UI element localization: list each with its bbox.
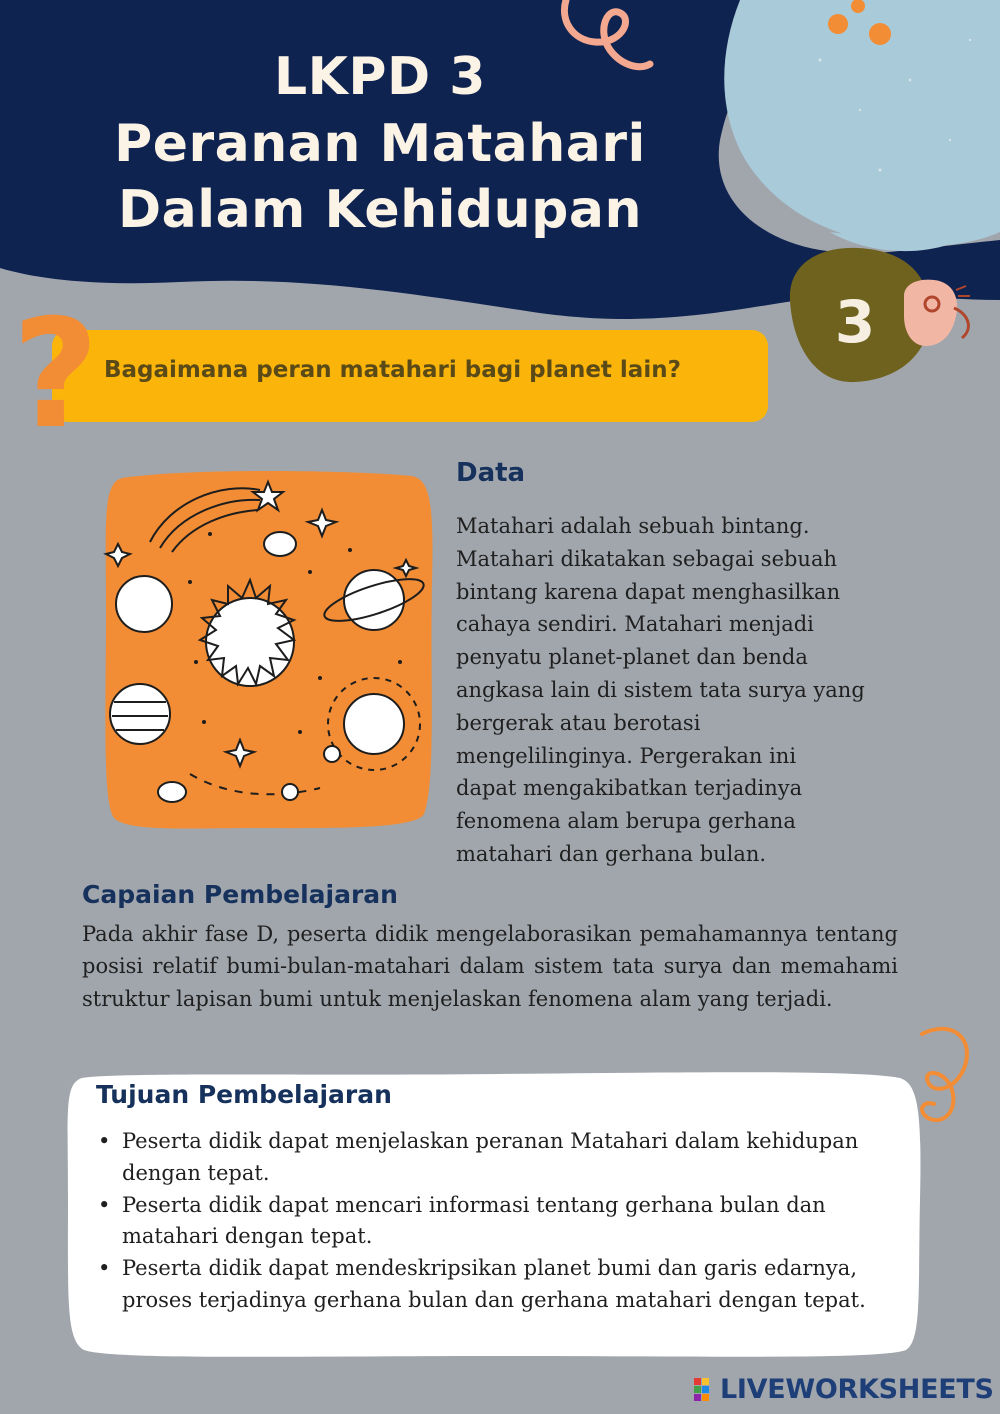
data-paragraph bbox=[456, 510, 926, 871]
page-title-line-2: Peranan Matahari bbox=[114, 114, 646, 174]
tujuan-heading: Tujuan Pembelajaran bbox=[96, 1080, 392, 1109]
list-item: • Peserta didik dapat menjelaskan peranan Matahari dalam kehidupan dengan tepat. bbox=[96, 1126, 916, 1190]
data-heading: Data bbox=[456, 458, 526, 488]
data-line: Matahari adalah sebuah bintang. bbox=[456, 514, 810, 538]
capaian-paragraph: Pada akhir fase D, peserta didik mengelaborasikan pemahamannya tentang posisi relatif bumi-bulan-matahari dalam sistem tata surya dan memahami struktur lapisan bumi untuk menjelaskan fenomena alam yang terjadi. bbox=[82, 922, 898, 1011]
liveworksheets-logo-icon bbox=[694, 1378, 716, 1402]
orange-dot bbox=[828, 14, 848, 34]
step-number-badge: 3 bbox=[834, 288, 876, 356]
capaian-heading: Capaian Pembelajaran bbox=[82, 880, 398, 909]
list-item: • Peserta didik dapat mencari informasi tentang gerhana bulan dan matahari dengan tepat. bbox=[96, 1190, 916, 1254]
data-line: dapat mengakibatkan terjadinya bbox=[456, 776, 803, 801]
data-line: mengelilinginya. Pergerakan ini bbox=[456, 743, 797, 768]
question-text: Bagaimana peran matahari bagi planet lain? bbox=[104, 357, 681, 383]
liveworksheets-brand[interactable]: LIVEWORKSHEETS bbox=[720, 1374, 994, 1405]
data-line: angkasa lain di sistem tata surya yang bbox=[456, 677, 865, 702]
data-line: cahaya sendiri. Matahari menjadi bbox=[456, 612, 814, 637]
solar-system-illustration-icon bbox=[100, 462, 436, 834]
data-line: penyatu planet-planet dan benda bbox=[456, 645, 808, 670]
page-title-line-1: LKPD 3 bbox=[274, 47, 486, 107]
page-title-line-3: Dalam Kehidupan bbox=[117, 180, 643, 240]
tujuan-list bbox=[96, 1126, 916, 1317]
data-line: matahari dan gerhana bulan. bbox=[456, 841, 767, 866]
data-line: bintang karena dapat menghasilkan bbox=[456, 579, 841, 604]
orange-squiggle bbox=[922, 1029, 967, 1120]
question-mark-icon: ? bbox=[12, 288, 100, 462]
data-line: bergerak atau berotasi bbox=[456, 710, 701, 735]
orange-dot bbox=[869, 23, 891, 45]
data-line: fenomena alam berupa gerhana bbox=[456, 809, 796, 834]
list-item: • Peserta didik dapat mendeskripsikan planet bumi dan garis edarnya, proses terjadinya gerhana bulan dan gerhana matahari dengan tepat. bbox=[96, 1253, 916, 1317]
data-line: Matahari dikatakan sebagai sebuah bbox=[456, 546, 838, 571]
